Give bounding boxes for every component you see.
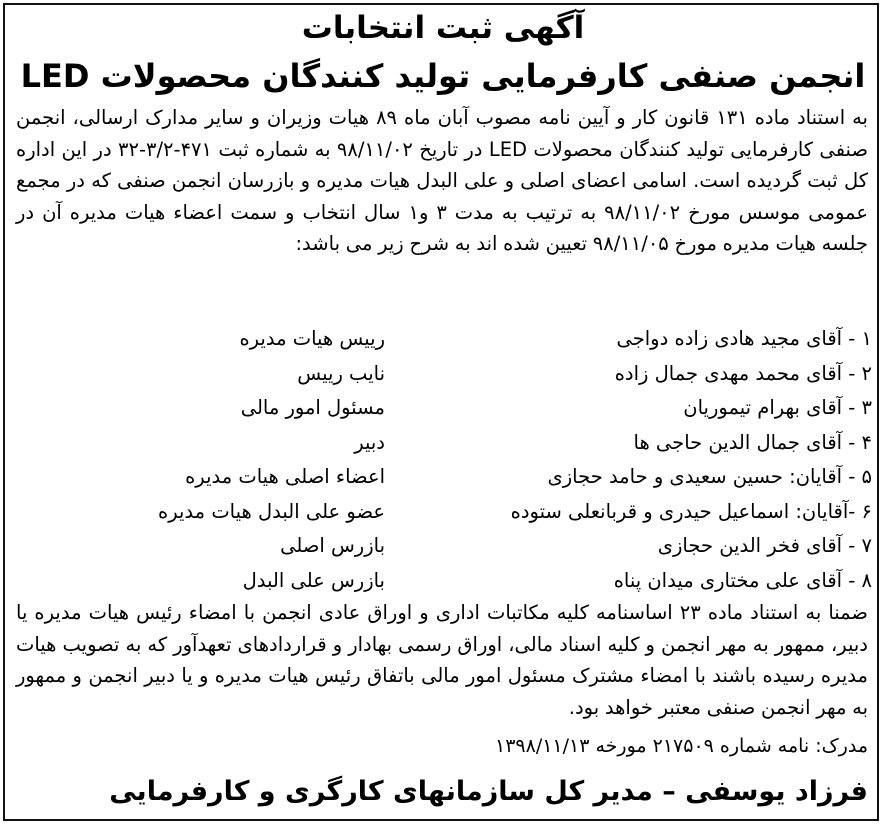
member-role: اعضاء اصلی هیات مدیره	[185, 465, 385, 488]
list-item	[12, 357, 872, 392]
member-name: ۲ - آقای محمد مهدی جمال زاده	[614, 361, 872, 385]
list-item	[12, 460, 872, 495]
member-name: ۵ - آقایان: حسین سعیدی و حامد حجازی	[547, 465, 872, 488]
member-name: ۷ - آقای فخر الدین حجازی	[657, 534, 872, 557]
member-name: ۴ - آقای جمال الدین حاجی ها	[633, 430, 872, 454]
member-role: نایب رییس	[297, 361, 385, 385]
member-name: ۶ -آقایان: اسماعیل حیدری و قربانعلی ستوده	[510, 499, 872, 523]
member-name: ۱ - آقای مجید هادی زاده دواجی	[616, 327, 872, 350]
association-name: انجمن صنفی کارفرمایی تولید کنندگان محصولات LED	[20, 57, 866, 95]
member-role: عضو علی البدل هیات مدیره	[158, 499, 385, 523]
list-item	[12, 495, 872, 530]
member-list	[12, 322, 872, 598]
member-role: مسئول امور مالی	[240, 396, 385, 419]
notice-title: آگهی ثبت انتخابات	[301, 10, 585, 46]
member-role: دبیر	[354, 430, 385, 454]
intro-paragraph: به استناد ماده ۱۳۱ قانون کار و آیین نامه مصوب آبان ماه ۸۹ هیات وزیران و سایر مدارک ارسالی، انجمن صنفی کارفرمایی تولید کنندگان محصولات LED در تاریخ ۹۸/۱۱/۰۲ به شماره ثبت ۴۷۱-۳/۲-۳۲ در این اداره کل ثبت گردیده است. اسامی اعضای اصلی و علی البدل هیات مدیره و بازرسان انجمن صنفی که در مجمع عمومی موسس مورخ ۹۸/۱۱/۰۲ به ترتیب به مدت ۳ و۱ سال انتخاب و سمت اعضاء هیات مدیره آن در جلسه هیات مدیره مورخ ۹۸/۱۱/۰۵ تعیین شده اند به شرح زیر می باشد:	[16, 106, 868, 255]
list-item	[12, 529, 872, 564]
signing-clause: ضمنا به استناد ماده ۲۳ اساسنامه کلیه مکاتبات اداری و اوراق عادی انجمن با امضاء رئیس هیات مدیره یا دبیر، ممهور به مهر انجمن و کلیه اسناد مالی، اوراق رسمی بهادار و قراردادهای تعهدآور که به تصویب هیات مدیره رسیده باشند با امضاء مشترک مسئول امور مالی باتفاق رئیس هیات مدیره و یا دبیر انجمن و ممهور به مهر انجمن صنفی معتبر خواهد بود.	[16, 601, 868, 719]
member-name: ۸ - آقای علی مختاری میدان پناه	[613, 568, 872, 592]
member-role: بازرس اصلی	[280, 534, 385, 557]
list-item	[12, 391, 872, 426]
member-role: رییس هیات مدیره	[239, 327, 385, 350]
list-item	[12, 322, 872, 357]
member-name: ۳ - آقای بهرام تیموریان	[683, 396, 872, 419]
list-item	[12, 426, 872, 461]
list-item	[12, 564, 872, 599]
member-role: بازرس علی البدل	[242, 568, 385, 592]
reference-line: مدرک: نامه شماره ۲۱۷۵۰۹ مورخه ۱۳۹۸/۱۱/۱۳	[495, 735, 868, 757]
signature-line: فرزاد یوسفی – مدیر کل سازمانهای کارگری و کارفرمایی	[109, 776, 868, 807]
